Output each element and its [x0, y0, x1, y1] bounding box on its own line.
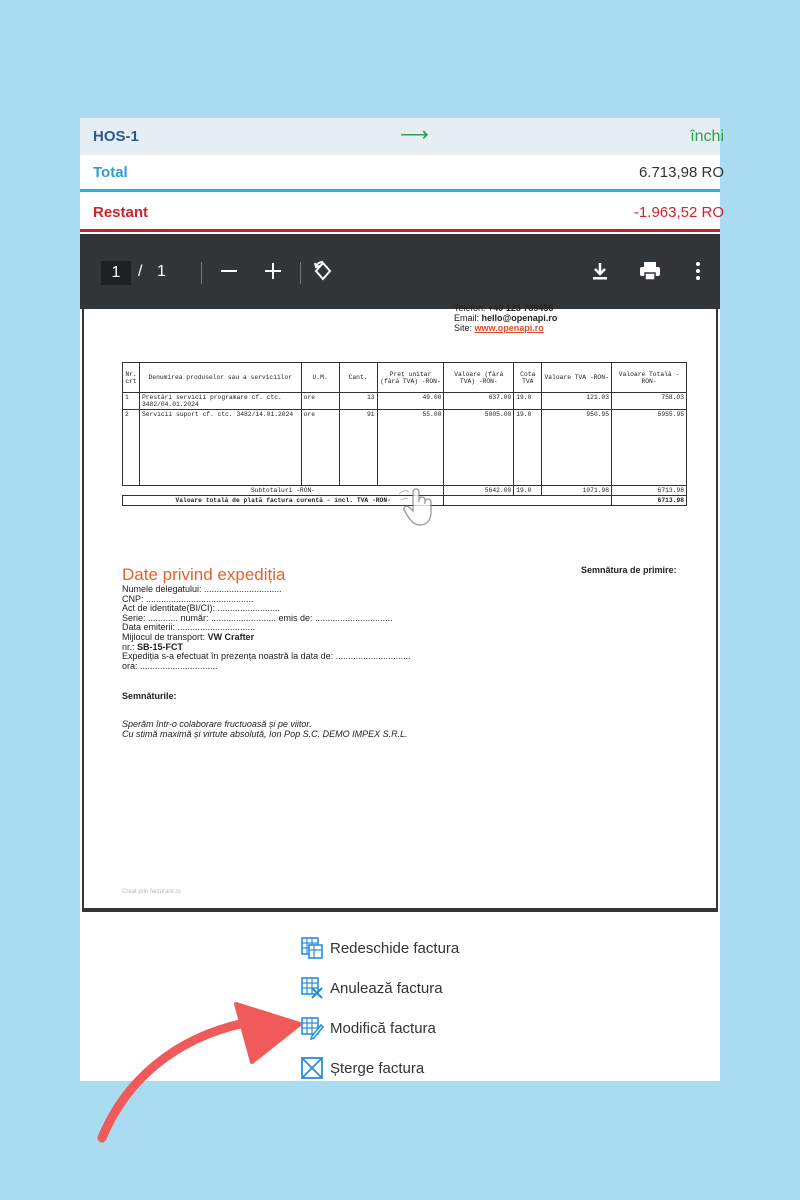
arrow-right-icon: ⟶ — [400, 124, 429, 146]
cell: 637.00 — [444, 393, 514, 410]
delegate-line: Numele delegatului: ............................... — [122, 584, 282, 594]
reopen-label: Redeschide factura — [330, 939, 460, 957]
cell: ore — [301, 393, 339, 410]
nr-value: SB-15-FCT — [137, 641, 184, 652]
total-value: 6.713,98 RO — [638, 164, 724, 181]
cell: 49.00 — [377, 393, 444, 410]
edit-label: Modifică factura — [330, 1019, 436, 1037]
total-label: Total — [93, 164, 128, 181]
site-link[interactable]: www.openapi.ro — [474, 323, 544, 333]
header-vat-value: Valoare TVA -RON- — [542, 363, 612, 393]
cnp-line: CNP: ........................................... — [122, 593, 254, 604]
transport-value: VW Crafter — [207, 631, 255, 642]
transport-label: Mijlocul de transport: — [122, 631, 206, 642]
phone-value: +40 123 789456 — [488, 303, 554, 313]
id-line: Act de identitate(BI/CI): ......................... — [122, 603, 281, 614]
cell: 5005.00 — [444, 410, 514, 486]
header-unit-price: Preț unitar (fără TVA) -RON- — [377, 363, 444, 393]
footer-note: Creat prin facturare.ro — [122, 889, 181, 895]
cell: 5642.00 — [444, 486, 514, 496]
closing-line-1: Sperăm într-o colaborare fructuoasă și pe viitor. — [122, 719, 312, 729]
cell: 950.95 — [542, 410, 612, 486]
cell: 1071.98 — [542, 486, 612, 496]
cell: 91 — [339, 410, 377, 486]
page-separator: / — [138, 263, 143, 280]
grand-total-value: 6713.98 — [612, 496, 687, 506]
series-line: Serie: ............ număr: .......................... emis de: ............................... — [122, 612, 393, 623]
header-um: U.M. — [301, 363, 339, 393]
hos-label: HOS-1 — [93, 128, 139, 145]
issue-date-line: Data emiterii: ............................... — [122, 622, 256, 633]
header-qty: Cant. — [339, 363, 377, 393]
email-label: Email: — [454, 313, 480, 323]
signature-receipt-label: Semnătura de primire: — [581, 565, 677, 575]
presence-line: Expediția s-a efectuat în prezența noastră la data de: .............................. — [122, 651, 411, 662]
cell: ore — [301, 410, 339, 486]
restant-value: -1.963,52 RO — [633, 204, 724, 221]
cell: 1 — [123, 393, 140, 410]
header-total: Valoare Totală -RON- — [612, 363, 687, 393]
page-total: 1 — [157, 263, 166, 280]
hour-line: ora: ............................... — [122, 660, 218, 671]
nr-label: nr.: — [122, 641, 135, 652]
expedition-title: Date privind expediția — [122, 565, 286, 584]
page-number-input[interactable]: 1 — [101, 261, 131, 285]
cancel-label: Anulează factura — [330, 979, 443, 997]
site-label: Site: — [454, 323, 473, 333]
hos-status: închi — [690, 127, 724, 145]
cell: 121.03 — [542, 393, 612, 410]
header-value: Valoare (fără TVA) -RON- — [444, 363, 514, 393]
cell: 19.0 — [514, 486, 542, 496]
closing-line-2: Cu stimă maximă și virtute absolută, Ion Pop S.C. DEMO IMPEX S.R.L. — [122, 729, 408, 739]
cell: 5955.95 — [612, 410, 687, 486]
email-value: hello@openapi.ro — [481, 313, 558, 323]
header-vat-rate: Cota TVA — [514, 363, 542, 393]
cell: 758.03 — [612, 393, 687, 410]
delete-label: Șterge factura — [330, 1059, 425, 1077]
subtotal-label: Subtotaluri -RON- — [123, 486, 444, 496]
restant-label: Restant — [93, 204, 149, 221]
cell: 19.0 — [514, 410, 542, 486]
cell: Prestări servicii programare cf. ctc. 3482/04.01.2024 — [139, 393, 301, 410]
header-product: Denumirea produselor sau a serviciilor — [139, 363, 301, 393]
signatures-title: Semnăturile: — [122, 691, 177, 701]
grand-total-label: Valoare totală de plată factura curentă - incl. TVA -RON- — [123, 496, 444, 506]
cell: 2 — [123, 410, 140, 486]
cell: 55.00 — [377, 410, 444, 486]
cell: 6713.98 — [612, 486, 687, 496]
cell: 19.0 — [514, 393, 542, 410]
cell: 13 — [339, 393, 377, 410]
header-nr: Nr. crt — [123, 363, 140, 393]
phone-label: Telefon: — [454, 303, 486, 313]
cell: Servicii suport cf. ctc. 3482/14.01.2024 — [139, 410, 301, 486]
